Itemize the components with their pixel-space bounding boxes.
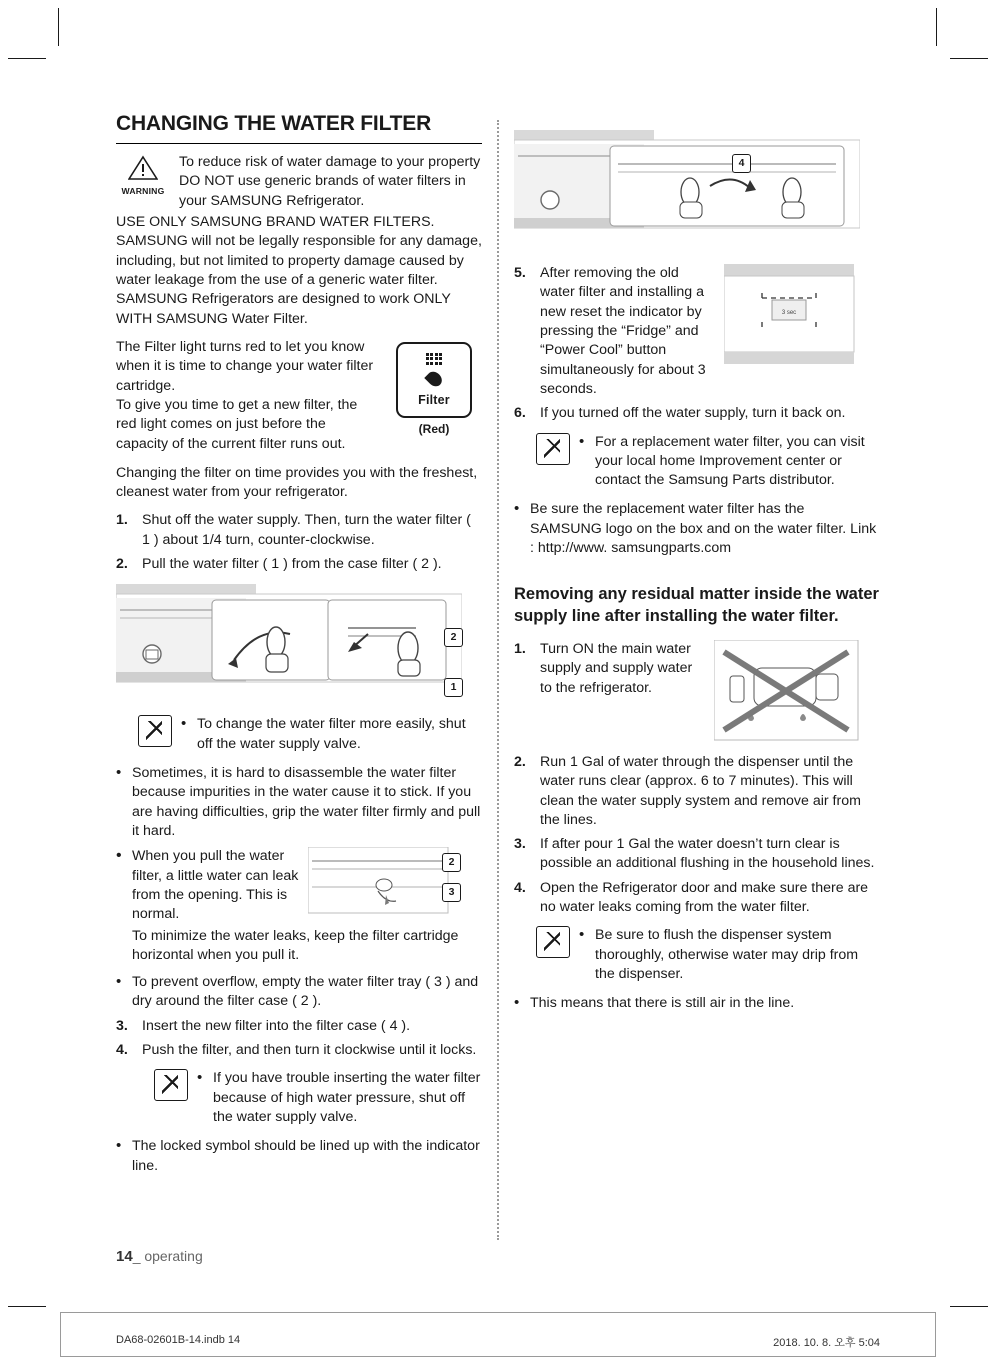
- bullet-text: Sometimes, it is hard to disassemble the water filter because impurities in the water cause it to stick. If you are having difficulties, grip the water filter firmly and pull it hard.: [132, 765, 481, 839]
- warning-block: [116, 153, 482, 211]
- note-body: [579, 926, 880, 987]
- page-title: CHANGING THE WATER FILTER: [116, 112, 482, 144]
- step-text: After removing the old water filter and installing a new reset the indicator by pressing the “Fridge” and “Power Cool” button simultaneously for about 3 seconds.: [540, 265, 706, 397]
- filter-light-block: [116, 338, 482, 454]
- step-text: Open the Refrigerator door and make sure there are no water leaks coming from the water filter.: [540, 879, 869, 916]
- figure-display-panel: [724, 264, 880, 404]
- note-body: [181, 715, 482, 757]
- bullets-c: [116, 1137, 482, 1176]
- step-text: If after pour 1 Gal the water doesn’t turn clear is possible an additional flushing in the household lines.: [540, 836, 875, 872]
- list-item: [116, 511, 482, 550]
- leak-text-b: To minimize the water leaks, keep the filter cartridge horizontal when you pull it.: [132, 927, 459, 963]
- note-icon: [138, 715, 172, 747]
- bullet-dot: •: [514, 994, 520, 1012]
- leak-text-a: When you pull the water filter, a little water can leak from the opening. This is normal.: [132, 848, 299, 923]
- step-number: 3.: [116, 1017, 128, 1034]
- filter-badge-label: Filter: [418, 392, 450, 407]
- note-bullets: [579, 926, 880, 984]
- step-text: Pull the water filter ( 1 ) from the case filter ( 2 ).: [142, 556, 442, 573]
- note-bullets: [181, 715, 482, 754]
- note-body: [197, 1069, 482, 1130]
- step-number: 4.: [116, 1042, 128, 1059]
- list-item: [514, 835, 880, 874]
- figure-leak-art: [308, 847, 460, 917]
- note-body: [579, 433, 880, 494]
- list-item: [514, 264, 714, 399]
- bullets-b: [116, 973, 482, 1012]
- footer-rule-top: [60, 1312, 936, 1313]
- footer-rule-bottom: [60, 1356, 936, 1357]
- step-text: Insert the new filter into the filter case ( 4 ).: [142, 1017, 411, 1034]
- step-number: 1.: [514, 640, 526, 657]
- bullet-dot: •: [116, 764, 122, 782]
- step-text: Turn ON the main water supply and supply water to the refrigerator.: [540, 640, 693, 696]
- intro-paragraph: USE ONLY SAMSUNG BRAND WATER FILTERS. SAMSUNG will not be legally responsible for any damage, including, but not limited to property damage caused by water leakage from the use of a generic water filter. SAMSUNG Refrigerators are designed to work ONLY WITH SAMSUNG Water Filter.: [116, 214, 482, 327]
- list-item: [514, 500, 880, 558]
- figure-callout: 2: [444, 628, 463, 647]
- list-item: [514, 640, 704, 698]
- footer-timestamp: 2018. 10. 8. 오후 5:04: [773, 1337, 880, 1349]
- figure-no-leak: [714, 640, 880, 749]
- filter-light-text-1: The Filter light turns red to let you know when it is time to change your water filter cartridge.: [116, 338, 374, 394]
- list-item: [514, 994, 880, 1013]
- footer-file-name: DA68-02601B-14.indb 14: [116, 1334, 241, 1346]
- note-block-4: [536, 926, 880, 987]
- note-text: Be sure to flush the dispenser system thoroughly, otherwise water may drip from the dispenser.: [595, 927, 859, 983]
- step-number: 3.: [514, 836, 526, 853]
- note-block-1: [138, 715, 482, 757]
- svg-text:3 sec: 3 sec: [781, 310, 797, 316]
- bullet-text: This means that there is still air in the line.: [530, 995, 795, 1012]
- note-block-3: [536, 433, 880, 494]
- bullet-dot: •: [579, 432, 585, 450]
- bullets-d: [514, 500, 880, 558]
- figure-callout: 4: [732, 154, 751, 173]
- list-item: [514, 404, 880, 423]
- leak-text-wrap: [132, 847, 482, 965]
- note-text: For a replacement water filter, you can visit your local home Improvement center or contact the Samsung Parts distributor.: [595, 433, 865, 489]
- step-1-text-wrap: [514, 640, 704, 749]
- figure-display-panel-art: [724, 264, 858, 368]
- bullet-dot: •: [116, 1137, 122, 1155]
- filter-light-text-2: To give you time to get a new filter, the red light comes on just before the capacity of the current filter runs out.: [116, 396, 358, 452]
- page-section-label: _ operating: [132, 1248, 203, 1264]
- crop-mark: [950, 58, 988, 59]
- figure-filter-removal-art: [116, 584, 462, 702]
- bullet-text: Be sure the replacement water filter has the SAMSUNG logo on the box and on the water filter. Link : http://www. samsungparts.com: [530, 501, 877, 557]
- list-item: [514, 753, 880, 830]
- list-item: [197, 1069, 482, 1127]
- step-text: Run 1 Gal of water through the dispenser until the water runs clear (approx. 6 to 7 minutes). This will clean the water supply system and remove air from the lines.: [540, 753, 861, 828]
- footer-rule-right: [935, 1312, 936, 1357]
- figure-no-leak-art: [714, 640, 864, 744]
- step-text: Shut off the water supply. Then, turn the water filter ( 1 ) about 1/4 turn, counter-clockwise.: [142, 512, 471, 548]
- bullet-dot: •: [514, 500, 520, 518]
- steps-list-d: [514, 640, 704, 698]
- note-icon: [154, 1069, 188, 1101]
- right-column: [514, 112, 880, 1019]
- crop-mark: [58, 8, 59, 46]
- steps-list-d-rest: [514, 753, 880, 918]
- figure-callout: 3: [442, 883, 461, 902]
- list-item: [181, 715, 482, 754]
- step-number: 5.: [514, 265, 526, 281]
- step-5-block: [514, 264, 880, 404]
- warning-icon: [116, 153, 170, 196]
- bullets-a: [116, 764, 482, 841]
- warning-text: To reduce risk of water damage to your property DO NOT use generic brands of water filters in your SAMSUNG Refrigerator.: [179, 154, 481, 209]
- filter-indicator-icon: [396, 342, 472, 418]
- step-text: Push the filter, and then turn it clockwise until it locks.: [142, 1042, 477, 1059]
- list-item: [116, 1137, 482, 1176]
- water-drop-icon: [424, 369, 445, 390]
- step-number: 6.: [514, 405, 526, 422]
- bullet-dot: •: [579, 926, 585, 944]
- crop-mark: [950, 1306, 988, 1307]
- step-5-text-wrap: [514, 264, 714, 404]
- figure-callout: 1: [444, 678, 463, 697]
- step-1-block: [514, 640, 880, 749]
- page-number-value: 14: [116, 1248, 133, 1265]
- list-item: [579, 433, 880, 491]
- figure-callout: 2: [442, 853, 461, 872]
- step-text: If you turned off the water supply, turn it back on.: [540, 405, 846, 422]
- leak-block: [116, 847, 482, 965]
- list-item: [116, 555, 482, 574]
- page-number: [116, 1248, 203, 1265]
- warning-triangle-icon: [128, 155, 158, 180]
- figure-filter-insert: [514, 130, 880, 256]
- bullet-dot: •: [116, 973, 122, 991]
- figure-filter-removal: [116, 584, 482, 706]
- list-item: [514, 879, 880, 918]
- note-icon: [536, 926, 570, 958]
- bullet-text: To prevent overflow, empty the water filter tray ( 3 ) and dry around the filter case ( 2 ).: [132, 974, 479, 1010]
- steps-list-c: [514, 264, 714, 399]
- bullet-dot: •: [197, 1069, 203, 1087]
- filter-grid-icon: [426, 353, 443, 365]
- filter-badge-wrap: [386, 338, 482, 454]
- note-icon: [536, 433, 570, 465]
- step-number: 2.: [116, 556, 128, 573]
- note-bullets: [197, 1069, 482, 1127]
- crop-mark: [8, 1306, 46, 1307]
- note-text: If you have trouble inserting the water filter because of high water pressure, shut off the water supply valve.: [213, 1070, 481, 1126]
- figure-filter-insert-art: [514, 130, 860, 248]
- list-item: [116, 973, 482, 1012]
- note-text: To change the water filter more easily, shut off the water supply valve.: [197, 716, 466, 752]
- list-item: [116, 1041, 482, 1060]
- section-subheading: Removing any residual matter inside the water supply line after installing the water filter.: [514, 585, 879, 626]
- step-number: 2.: [514, 753, 526, 770]
- left-column: [116, 112, 482, 1181]
- crop-mark: [8, 58, 46, 59]
- step-number: 1.: [116, 512, 128, 529]
- bullet-dot: •: [181, 715, 187, 733]
- footer-rule-left: [60, 1312, 61, 1357]
- steps-list-a: [116, 511, 482, 574]
- bullet-text: The locked symbol should be lined up with the indicator line.: [132, 1138, 480, 1174]
- list-item: [116, 1017, 482, 1036]
- freshest-paragraph: Changing the filter on time provides you with the freshest, cleanest water from your refrigerator.: [116, 464, 478, 501]
- list-item: [116, 764, 482, 841]
- step-number: 4.: [514, 879, 526, 896]
- column-divider: [497, 120, 499, 1240]
- list-item: [579, 926, 880, 984]
- note-block-2: [154, 1069, 482, 1130]
- figure-leak: [308, 847, 482, 924]
- filter-light-text: [116, 338, 376, 454]
- steps-list-c-2: [514, 404, 880, 423]
- bullets-e: [514, 994, 880, 1013]
- bullet-dot: •: [116, 847, 122, 865]
- filter-badge-caption: (Red): [418, 421, 450, 436]
- steps-list-b: [116, 1017, 482, 1061]
- warning-label: WARNING: [121, 186, 165, 197]
- note-bullets: [579, 433, 880, 491]
- crop-mark: [936, 8, 937, 46]
